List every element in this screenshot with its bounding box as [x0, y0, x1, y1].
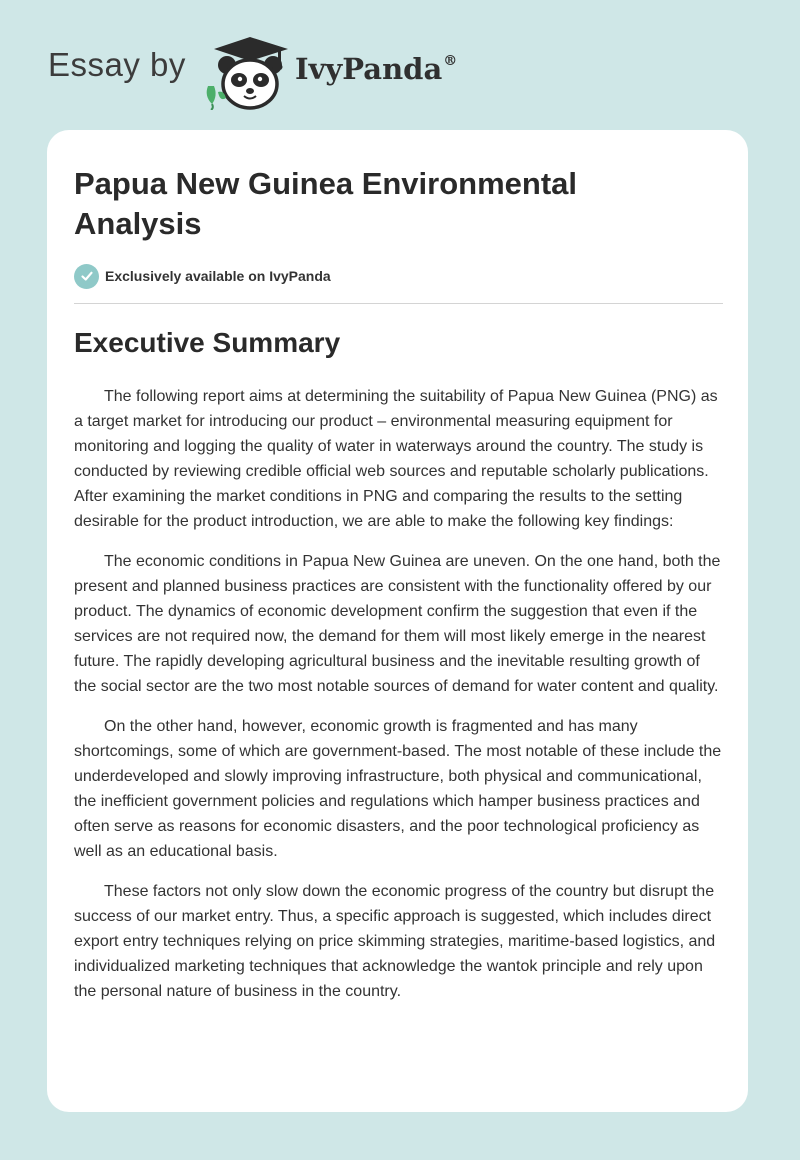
- essay-by-label: Essay by: [48, 46, 186, 83]
- paragraph: The economic conditions in Papua New Guinea are uneven. On the one hand, both the present and planned business practices are consistent with the functionality offered by our product. The dynamics of economic development confirm the suggestion that even if the services are not required now, the demand for them will most likely emerge in the nearest future. The rapidly developing agricultural business and the inevitable resulting growth of the social sector are the two most notable sources of demand for water content and quality.: [74, 553, 721, 695]
- panda-graduate-icon[interactable]: [202, 34, 294, 110]
- brand-name[interactable]: [295, 52, 457, 86]
- article-body: [74, 384, 726, 1019]
- paragraph: These factors not only slow down the economic progress of the country but disrupt the success of our market entry. Thus, a specific approach is suggested, which includes direct export entry techniques relying on price skimming strategies, maritime-based logistics, and individualized marketing techniques that acknowledge the wantok principle and rely upon the personal nature of business in the country.: [74, 883, 716, 1000]
- divider: [74, 303, 723, 304]
- section-heading: Executive Summary: [74, 327, 341, 358]
- site-header: [48, 34, 548, 110]
- paragraph: On the other hand, however, economic growth is fragmented and has many shortcomings, some of which are government-based. The most notable of these include the underdeveloped and slowly improving infrastructure, both physical and communicational, the inefficient government policies and regulations which hamper business practices and often serve as reasons for economic disasters, and the poor technological proficiency as well as an educational basis.: [74, 718, 722, 860]
- registered-mark: ®: [443, 53, 458, 69]
- check-circle-icon: [74, 264, 99, 289]
- document-card: [47, 130, 748, 1112]
- brand-name-text: IvyPanda: [295, 52, 443, 86]
- page-title: Papua New Guinea Environmental Analysis: [74, 166, 578, 241]
- badge-text: Exclusively available on IvyPanda: [105, 268, 331, 284]
- exclusive-badge: [74, 263, 331, 289]
- paragraph: The following report aims at determining the suitability of Papua New Guinea (PNG) as a target market for introducing our product – environmental measuring equipment for monitoring and logging the quality of water in waterways around the country. The study is conducted by reviewing credible official web sources and reputable scholarly publications. After examining the market conditions in PNG and comparing the results to the setting desirable for the product introduction, we are able to make the following key findings:: [74, 388, 718, 530]
